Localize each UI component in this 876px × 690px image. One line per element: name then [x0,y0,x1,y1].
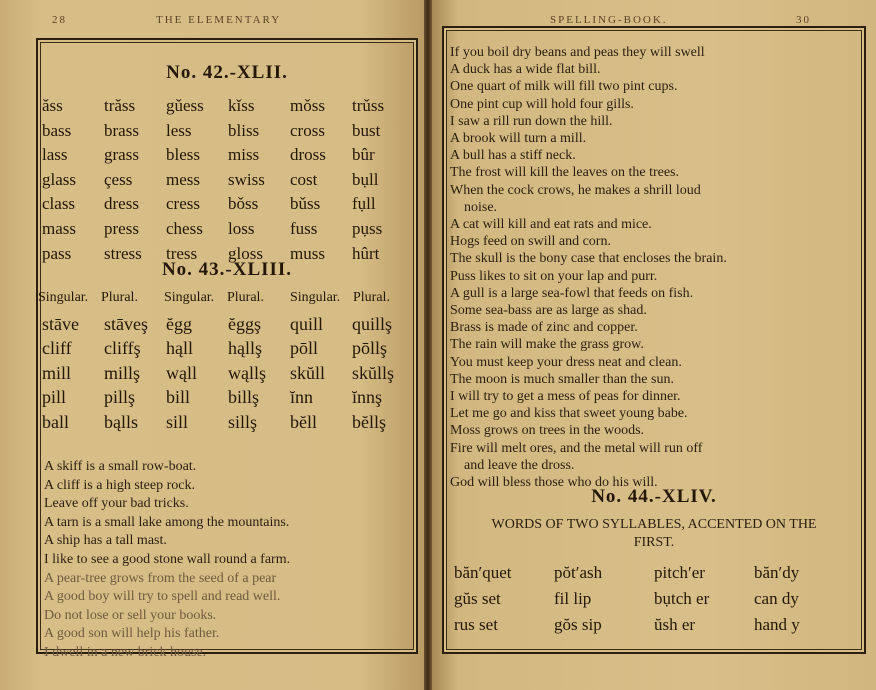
spelling-word: ĕgg [166,314,192,334]
lesson-44-word-grid [454,560,854,638]
right-page [432,0,876,690]
sentence-line: and leave the dross. [464,457,575,473]
column-header: Singular. [164,290,215,305]
spelling-word: bąlls [104,411,138,432]
spelling-word: millş [104,362,141,383]
sentence-line: Do not lose or sell your books. [44,607,217,623]
sentence-line: I saw a rill run down the hill. [450,113,613,129]
spelling-word: bill [166,387,191,408]
lesson-44-subheading: WORDS OF TWO SYLLABLES, ACCENTED ON THE FIRST. [491,517,817,550]
sentence-line: Let me go and kiss that sweet young babe. [450,406,688,422]
spelling-word: bless [166,145,200,165]
spelling-word: pillş [104,387,136,408]
spelling-word: tress [166,243,198,263]
sentence-line: One pint cup will hold four gills. [450,96,634,112]
spelling-word: can dy [754,589,799,608]
right-page-frame [442,26,866,654]
spelling-word: ĭnnş [352,387,383,408]
spelling-word: wąllş [228,362,266,383]
spelling-word: ĭnn [290,387,314,408]
spelling-word: çess [104,169,133,189]
lesson-44-heading: No. 44.-XLIV. [591,486,717,507]
spelling-word: lass [42,145,68,165]
spelling-word: brass [104,120,139,140]
spelling-word: wąll [166,362,197,383]
column-header: Singular. [38,290,89,305]
sentence-line: A tarn is a small lake among the mountains. [44,514,290,530]
lesson-43-column-headers [38,288,416,308]
spelling-word: quill [290,314,324,334]
spelling-word: ŭsh er [654,615,696,634]
spelling-word: stāve [42,314,79,334]
sentence-line: A skiff is a small row-boat. [44,459,197,474]
sentence-line: Some sea-bass are as large as shad. [450,303,647,319]
spelling-word: dress [104,194,139,214]
spelling-word: bûr [352,145,375,165]
sentence-line: A pear-tree grows from the seed of a pear [44,570,277,586]
spelling-word: mass [42,218,76,238]
spelling-word: bust [352,120,381,140]
spelling-word: cliffş [104,338,141,359]
spelling-word: hąllş [228,338,262,359]
left-running-head: THE ELEMENTARY [156,14,282,26]
spelling-word: bass [42,120,72,140]
spelling-word: ǎss [42,96,63,115]
column-header: Plural. [101,290,138,305]
spelling-word: hûrt [352,243,380,263]
spelling-word: rus set [454,615,498,634]
spelling-word: fuss [290,218,318,238]
sentence-line: A ship has a tall mast. [44,533,167,549]
lesson-43-word-grid [42,312,414,434]
sentence-line: When the cock crows, he makes a shrill loud [450,182,701,198]
sentence-line: A good boy will try to spell and read well. [44,589,281,605]
sentence-line: Hogs feed on swill and corn. [450,234,611,250]
sentence-line: The skull is the bony case that encloses the brain. [450,251,727,267]
sentence-line: A brook will turn a mill. [450,131,587,147]
spelling-word: kǐss [228,96,255,115]
spelling-word: glass [42,169,76,189]
book-gutter [424,0,432,690]
spelling-word: bụtch er [654,589,710,608]
sentence-line: Leave off your bad tricks. [44,496,189,512]
sentence-line: God will bless those who do his will. [450,475,658,491]
sentence-line: A duck has a wide flat bill. [450,62,601,78]
sentence-line: The moon is much smaller than the sun. [450,371,674,387]
left-page-number: 28 [52,14,67,26]
spelling-word: mǒss [290,96,325,115]
spelling-word: pass [42,243,72,263]
spelling-word: class [42,194,76,214]
spelling-word: hand y [754,615,800,634]
sentence-line: I will try to get a mess of peas for dinner. [450,389,681,405]
spelling-word: bǒss [228,194,259,214]
spelling-word: pōllş [352,338,388,359]
sentence-line: The frost will kill the leaves on the trees. [450,165,679,181]
spelling-word: pill [42,387,67,408]
spelling-word: gŏs sip [554,615,602,634]
lesson-42-heading: No. 42.-XLII. [166,62,288,83]
spelling-word: sill [166,411,189,432]
sentence-line: The rain will make the grass grow. [450,337,644,353]
column-header: Plural. [227,290,264,305]
spelling-word: ĕggş [228,314,261,334]
right-sentences [450,44,858,491]
sentence-line: I like to see a good stone wall round a farm. [44,551,291,567]
lesson-42-word-grid [42,94,414,266]
spelling-word: chess [166,218,203,238]
spelling-word: pụss [352,218,383,238]
spelling-word: trǔss [352,96,385,115]
column-header: Singular. [290,290,341,305]
spelling-word: pōll [290,338,319,359]
spelling-word: mill [42,362,72,383]
spelling-word: bĕll [290,411,317,432]
spelling-word: cliff [42,338,72,359]
spelling-word: hąll [166,338,193,359]
spelling-word: pŏt′ash [554,563,603,582]
spelling-word: muss [290,243,325,263]
spelling-word: pitch′er [654,563,705,582]
spelling-word: sillş [228,411,258,432]
sentence-line: Puss likes to sit on your lap and purr. [450,268,658,284]
sentence-line: A cliff is a high steep rock. [44,477,195,493]
sentence-line: If you boil dry beans and peas they will swell [450,45,705,60]
spelling-word: bǔss [290,194,321,214]
left-page [0,0,424,690]
spelling-word: dross [290,145,326,165]
sentence-line: One quart of milk will fill two pint cups. [450,79,678,95]
spelling-word: quillş [352,314,393,334]
spelling-word: gŭs set [454,589,501,608]
spelling-word: skŭll [290,362,326,383]
right-running-head: SPELLING-BOOK. [550,14,668,26]
spelling-word: cost [290,169,318,189]
spelling-word: băn′dy [754,563,800,582]
spelling-word: bụll [352,169,379,189]
spelling-word: bliss [228,120,260,140]
spelling-word: fil lip [554,589,592,608]
spelling-word: miss [228,145,260,165]
spelling-word: băn′quet [454,563,512,582]
left-sentences [44,458,414,663]
sentence-line: Fire will melt ores, and the metal will run off [450,440,703,456]
spelling-word: fụll [352,194,376,214]
spelling-word: less [166,120,192,140]
sentence-line: A bull has a stiff neck. [450,148,576,164]
spelling-word: ball [42,411,69,432]
spelling-word: grass [104,145,139,165]
sentence-line: A good son will help his father. [44,626,220,642]
lesson-43-heading: No. 43.-XLIII. [161,259,293,280]
spelling-word: trǎss [104,96,136,115]
sentence-line: I dwell in a new brick house. [44,644,207,660]
spelling-word: loss [228,218,255,238]
sentence-line: A gull is a large sea-fowl that feeds on fish. [450,285,694,301]
sentence-line: Moss grows on trees in the woods. [450,423,645,439]
sentence-line: Brass is made of zinc and copper. [450,320,638,336]
spelling-word: stāveş [104,314,148,334]
column-header: Plural. [353,290,390,305]
sentence-line: You must keep your dress neat and clean. [450,354,682,370]
spelling-word: cress [166,194,200,214]
spelling-word: skŭllş [352,362,395,383]
spelling-word: stress [104,243,142,263]
spelling-word: gǔess [166,96,204,115]
sentence-line: noise. [464,199,498,215]
spelling-word: gloss [228,243,263,263]
right-page-number: 30 [796,14,811,26]
spelling-word: billş [228,387,260,408]
spelling-word: cross [290,120,325,140]
sentence-line: A cat will kill and eat rats and mice. [450,217,652,233]
left-page-frame [36,38,418,660]
spelling-word: bĕllş [352,411,386,432]
spelling-word: mess [166,169,200,189]
spelling-word: press [104,218,139,238]
spelling-word: swiss [228,169,265,189]
